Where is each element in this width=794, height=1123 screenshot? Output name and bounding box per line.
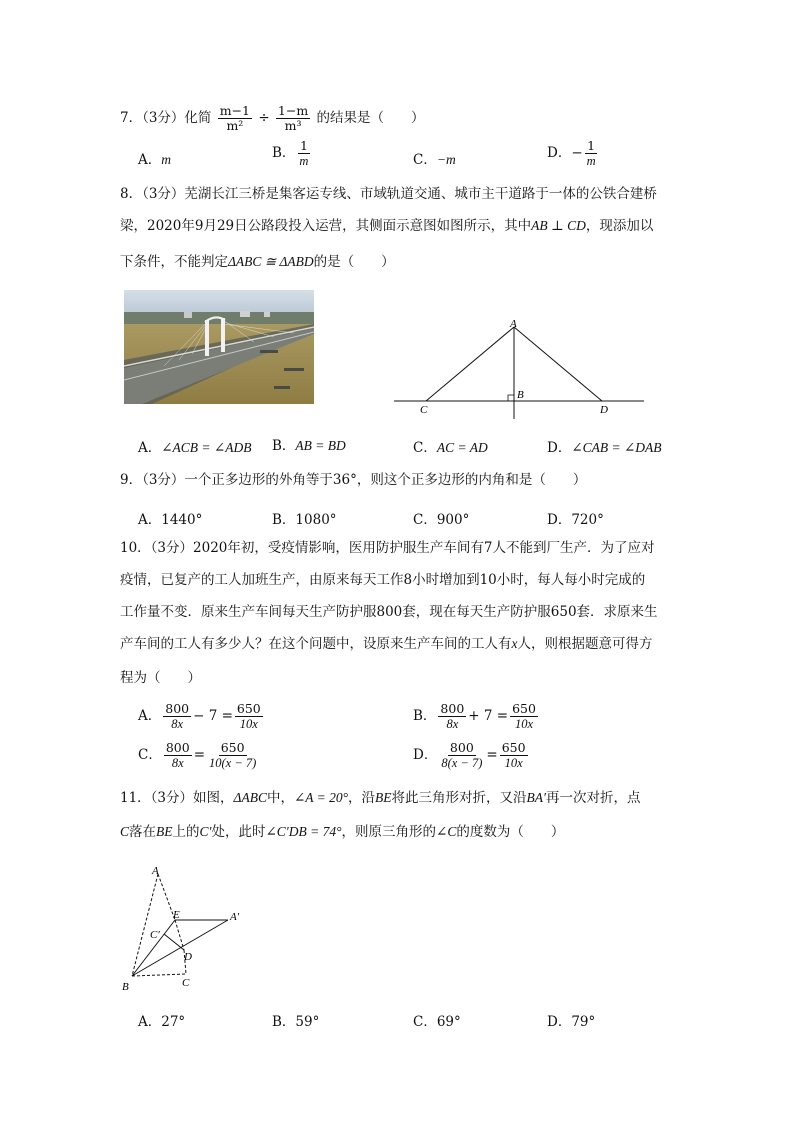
fraction <box>164 741 192 770</box>
math: AB ⊥ CD <box>531 218 586 233</box>
q9-stem: 9．（3分）一个正多边形的外角等于36°，则这个正多边形的内角和是（ ） <box>120 472 587 488</box>
operator: − 7 = <box>193 708 233 724</box>
q8-stem-line-2 <box>120 216 653 236</box>
q10-stem-line-3: 工作量不变．原来生产车间每天生产防护服800套，现在每天生产防护服650套．求原来生 <box>120 604 658 620</box>
q7-option-b[interactable] <box>272 139 312 168</box>
q11-option-a[interactable] <box>138 1010 185 1030</box>
frac-num: 650 <box>236 701 261 716</box>
option-value: 27° <box>161 1014 186 1030</box>
operator: = <box>193 747 206 763</box>
option-label: D． <box>547 512 572 528</box>
point-label-a: A <box>152 865 159 877</box>
fraction <box>500 741 528 770</box>
q10-stem-line-2: 疫情，已复产的工人加班生产，由原来每天工作8小时增加到10小时，每人每小时完成的 <box>120 572 646 588</box>
point-label-c: C <box>182 977 190 989</box>
text: 产车间的工人有多少人？在这个问题中，设原来生产车间的工人有 <box>120 636 512 652</box>
q11-stem-line-1 <box>120 788 640 808</box>
option-label: C． <box>138 747 162 763</box>
math: BE <box>375 790 392 805</box>
fraction <box>207 741 258 770</box>
q7-option-d[interactable] <box>547 139 600 168</box>
option-fraction <box>585 139 598 168</box>
q7-option-c[interactable] <box>413 148 456 168</box>
q8-stem-line-1: 8．（3分）芜湖长江三桥是集客运专线、市域轨道交通、城市主干道路于一体的公铁合建桥 <box>120 186 657 202</box>
text: 11．（3分）如图， <box>120 790 234 806</box>
option-label: A． <box>138 708 162 724</box>
frac-num: 1 <box>587 138 596 153</box>
text: 人，则根据题意可得方 <box>517 636 653 652</box>
option-value: 1440° <box>161 512 203 528</box>
frac-num: 800 <box>440 701 465 716</box>
q10-stem-line-5: 程为（ ） <box>120 670 201 686</box>
frac-den: m² <box>226 118 244 133</box>
frac-den: 10x <box>514 717 534 731</box>
q9-option-c[interactable] <box>413 508 469 528</box>
option-label: D． <box>547 145 572 161</box>
fraction <box>438 702 466 731</box>
q10-option-c[interactable] <box>138 741 260 770</box>
frac-den: 8x <box>171 756 184 770</box>
option-fraction <box>297 139 310 168</box>
q10-option-b[interactable] <box>413 702 540 731</box>
q11-option-d[interactable] <box>547 1010 595 1030</box>
point-label-c: C <box>420 404 428 416</box>
option-value: AB = BD <box>295 438 346 453</box>
q10-option-d[interactable] <box>413 741 530 770</box>
frac-den: m <box>586 154 596 168</box>
option-label: C． <box>413 152 437 168</box>
q11-folded-triangle-figure <box>118 862 248 994</box>
option-value: AC = AD <box>436 440 488 455</box>
option-label: D． <box>413 747 438 763</box>
frac-den: m <box>299 154 309 168</box>
frac-den: 8x <box>171 717 184 731</box>
q11-option-b[interactable] <box>272 1010 319 1030</box>
fraction <box>510 702 538 731</box>
text: 处，此时 <box>211 824 266 840</box>
q11-stem-line-2 <box>120 822 564 842</box>
point-label-b: B <box>517 389 524 401</box>
math: C <box>120 824 130 839</box>
divide-sign: ÷ <box>258 110 270 126</box>
frac-den: 10x <box>504 756 523 770</box>
text: 上的 <box>172 824 200 840</box>
q7-stem-text: 7．（3分）化简 <box>120 110 212 126</box>
q8-stem-line-3 <box>120 252 395 272</box>
q10-stem-line-1: 10．（3分）2020年初，受疫情影响，医用防护服生产车间有7人不能到厂生产．为了应对 <box>120 540 655 556</box>
text: ，现添加以 <box>585 218 654 234</box>
fraction <box>235 702 263 731</box>
option-value: m <box>161 152 171 167</box>
q7-fraction-1 <box>218 104 252 133</box>
q9-option-d[interactable] <box>547 508 604 528</box>
q8-triangle-figure <box>388 315 648 425</box>
line-ad <box>514 327 602 401</box>
text: 梁，2020年9月29日公路段投入运营，其侧面示意图如图所示，其中 <box>120 218 532 234</box>
text: 再一次对折，点 <box>545 790 641 806</box>
math: ∠C′DB = 74° <box>265 824 342 839</box>
fraction <box>439 741 484 770</box>
q8-option-b[interactable] <box>272 434 346 454</box>
point-label-c-prime: C′ <box>150 929 160 941</box>
q7-option-a[interactable] <box>138 148 171 168</box>
edge-bc <box>132 974 186 976</box>
q8-option-a[interactable] <box>138 436 251 456</box>
frac-den: 8(x − 7) <box>441 756 483 770</box>
edge-ab <box>132 874 158 976</box>
q8-option-d[interactable] <box>547 436 662 456</box>
frac-num: 650 <box>501 740 526 755</box>
edge-ba <box>132 920 228 976</box>
edge-cd <box>164 934 184 950</box>
minus-sign: − <box>571 145 583 161</box>
option-label: A． <box>138 1014 162 1030</box>
text: 落在 <box>129 824 157 840</box>
edge-ec <box>175 920 184 950</box>
right-angle-mark <box>508 395 514 401</box>
option-value: ∠CAB = ∠DAB <box>571 440 662 455</box>
text: 中， <box>266 790 294 806</box>
line-ac <box>426 327 514 401</box>
option-label: B． <box>272 1014 296 1030</box>
point-label-e: E <box>173 909 180 921</box>
math: BA′ <box>526 790 546 805</box>
q7-fraction-2 <box>276 104 310 133</box>
option-value: 900° <box>436 512 470 528</box>
option-label: B． <box>413 708 437 724</box>
option-value: 79° <box>571 1014 596 1030</box>
math: ∠C <box>436 824 457 839</box>
operator: + 7 = <box>468 708 509 724</box>
q9-option-b[interactable] <box>272 508 337 528</box>
text: 下条件，不能判定 <box>120 254 228 270</box>
q8-option-c[interactable] <box>413 436 488 456</box>
frac-num: 650 <box>220 740 245 755</box>
math: ∠A = 20° <box>293 790 349 805</box>
option-value: 69° <box>436 1014 461 1030</box>
option-label: A． <box>138 512 162 528</box>
math: BE <box>156 824 173 839</box>
point-label-d: D <box>184 951 192 963</box>
bridge-photo-illustration <box>124 290 314 404</box>
text: 的是（ ） <box>313 254 395 270</box>
point-label-a: A <box>510 318 517 330</box>
point-label-a-prime: A′ <box>230 911 240 923</box>
frac-num: 1 <box>299 138 308 153</box>
option-label: B． <box>272 145 296 161</box>
frac-num: 800 <box>449 740 474 755</box>
q11-option-c[interactable] <box>413 1010 461 1030</box>
operator: = <box>486 747 498 763</box>
option-value: ∠ACB = ∠ADB <box>161 440 252 455</box>
fraction <box>163 702 191 731</box>
frac-num: 800 <box>165 701 190 716</box>
option-label: C． <box>413 1014 437 1030</box>
option-label: D． <box>547 1014 572 1030</box>
math: C′ <box>199 824 212 839</box>
q10-option-a[interactable] <box>138 702 265 731</box>
option-label: A． <box>138 440 162 456</box>
option-label: B． <box>272 512 296 528</box>
frac-num: 800 <box>165 740 190 755</box>
frac-den: m³ <box>284 118 302 133</box>
option-label: C． <box>413 440 437 456</box>
text: ，则原三角形的 <box>341 824 437 840</box>
variable-x: x <box>511 636 518 651</box>
option-value: −m <box>436 152 456 167</box>
option-label: D． <box>547 440 572 456</box>
text: 将此三角形对折，又沿 <box>391 790 527 806</box>
frac-den: 10x <box>239 717 258 731</box>
q9-option-a[interactable] <box>138 508 202 528</box>
option-value: 1080° <box>295 512 337 528</box>
q7-stem-tail: 的结果是（ ） <box>316 110 425 126</box>
frac-den: 8x <box>446 717 459 731</box>
point-label-d: D <box>600 404 608 416</box>
math: ΔABC ≅ ΔABD <box>228 254 314 269</box>
option-value: 59° <box>295 1014 320 1030</box>
option-value: 720° <box>571 512 604 528</box>
bridge-photo <box>124 290 314 404</box>
q10-stem-line-4 <box>120 634 653 654</box>
math: ΔABC <box>233 790 267 805</box>
frac-den: 10(x − 7) <box>209 756 257 770</box>
text: ，沿 <box>348 790 376 806</box>
option-label: A． <box>138 152 162 168</box>
option-label: B． <box>272 438 296 454</box>
frac-num: m−1 <box>219 103 251 118</box>
frac-num: 650 <box>512 701 536 716</box>
text: 的度数为（ ） <box>456 824 565 840</box>
frac-num: 1−m <box>277 103 309 118</box>
option-label: C． <box>413 512 437 528</box>
point-label-b: B <box>122 981 129 993</box>
q7-stem <box>120 104 425 133</box>
